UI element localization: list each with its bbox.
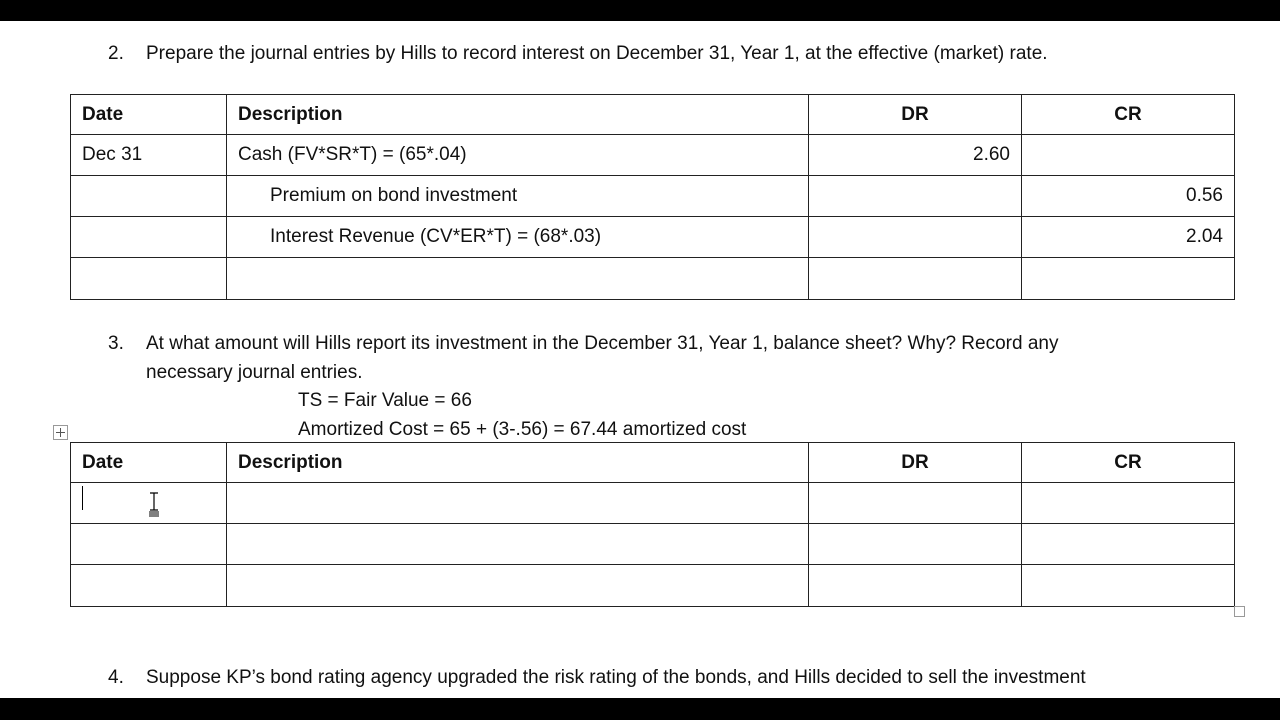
table-row: [71, 483, 1235, 524]
cell-cr[interactable]: [1022, 258, 1235, 300]
cell-date[interactable]: [71, 565, 227, 607]
text-caret: [82, 486, 83, 510]
bottom-black-bar: [0, 698, 1280, 720]
cell-description[interactable]: [227, 524, 809, 565]
amortized-cost-note: Amortized Cost = 65 + (3-.56) = 67.44 amortized cost: [298, 419, 747, 440]
cell-dr[interactable]: [809, 483, 1022, 524]
journal-table-balance-sheet: [70, 442, 1235, 607]
cell-dr[interactable]: [809, 565, 1022, 607]
cell-description[interactable]: Premium on bond investment: [227, 176, 809, 217]
header-dr: DR: [809, 443, 1022, 483]
cell-cr[interactable]: 0.56: [1022, 176, 1235, 217]
cell-date[interactable]: [71, 176, 227, 217]
table-row: [71, 217, 1235, 258]
cell-dr[interactable]: 2.60: [809, 135, 1022, 176]
table-row: [71, 176, 1235, 217]
ibeam-cursor-icon: [148, 492, 160, 518]
cell-dr[interactable]: [809, 524, 1022, 565]
cell-dr[interactable]: [809, 258, 1022, 300]
cell-dr[interactable]: [809, 176, 1022, 217]
cell-date[interactable]: [71, 217, 227, 258]
table-row: [71, 258, 1235, 300]
header-date: Date: [71, 95, 227, 135]
header-dr: DR: [809, 95, 1022, 135]
cell-cr[interactable]: [1022, 135, 1235, 176]
cell-description[interactable]: Cash (FV*SR*T) = (65*.04): [227, 135, 809, 176]
journal-table-interest: [70, 94, 1235, 300]
question-text: Prepare the journal entries by Hills to record interest on December 31, Year 1, at the effective (market) rate.: [146, 43, 1048, 64]
question-number: 4.: [108, 667, 124, 688]
cell-cr[interactable]: [1022, 483, 1235, 524]
cell-cr[interactable]: [1022, 524, 1235, 565]
question-text: Suppose KP’s bond rating agency upgraded the risk rating of the bonds, and Hills decided to sell the investment: [146, 667, 1086, 688]
header-cr: CR: [1022, 95, 1235, 135]
cell-description[interactable]: [227, 258, 809, 300]
cell-dr[interactable]: [809, 217, 1022, 258]
cell-cr[interactable]: 2.04: [1022, 217, 1235, 258]
header-cr: CR: [1022, 443, 1235, 483]
cell-cr[interactable]: [1022, 565, 1235, 607]
header-description: Description: [227, 443, 809, 483]
table-move-handle-icon[interactable]: [53, 425, 68, 440]
cell-description[interactable]: Interest Revenue (CV*ER*T) = (68*.03): [227, 217, 809, 258]
table-header-row: [71, 95, 1235, 135]
table-row: [71, 135, 1235, 176]
question-text-line2: necessary journal entries.: [146, 362, 363, 383]
cell-date[interactable]: Dec 31: [71, 135, 227, 176]
header-description: Description: [227, 95, 809, 135]
table-resize-handle[interactable]: [1234, 606, 1245, 617]
fair-value-note: TS = Fair Value = 66: [298, 390, 472, 411]
table-header-row: [71, 443, 1235, 483]
table-row: [71, 565, 1235, 607]
question-number: 3.: [108, 333, 124, 354]
question-text-line1: At what amount will Hills report its investment in the December 31, Year 1, balance sheet? Why? Record any: [146, 333, 1059, 354]
question-number: 2.: [108, 43, 124, 64]
table-row: [71, 524, 1235, 565]
header-date: Date: [71, 443, 227, 483]
cell-description[interactable]: [227, 483, 809, 524]
cell-description[interactable]: [227, 565, 809, 607]
cell-date[interactable]: [71, 258, 227, 300]
top-black-bar: [0, 0, 1280, 21]
cell-date[interactable]: [71, 524, 227, 565]
